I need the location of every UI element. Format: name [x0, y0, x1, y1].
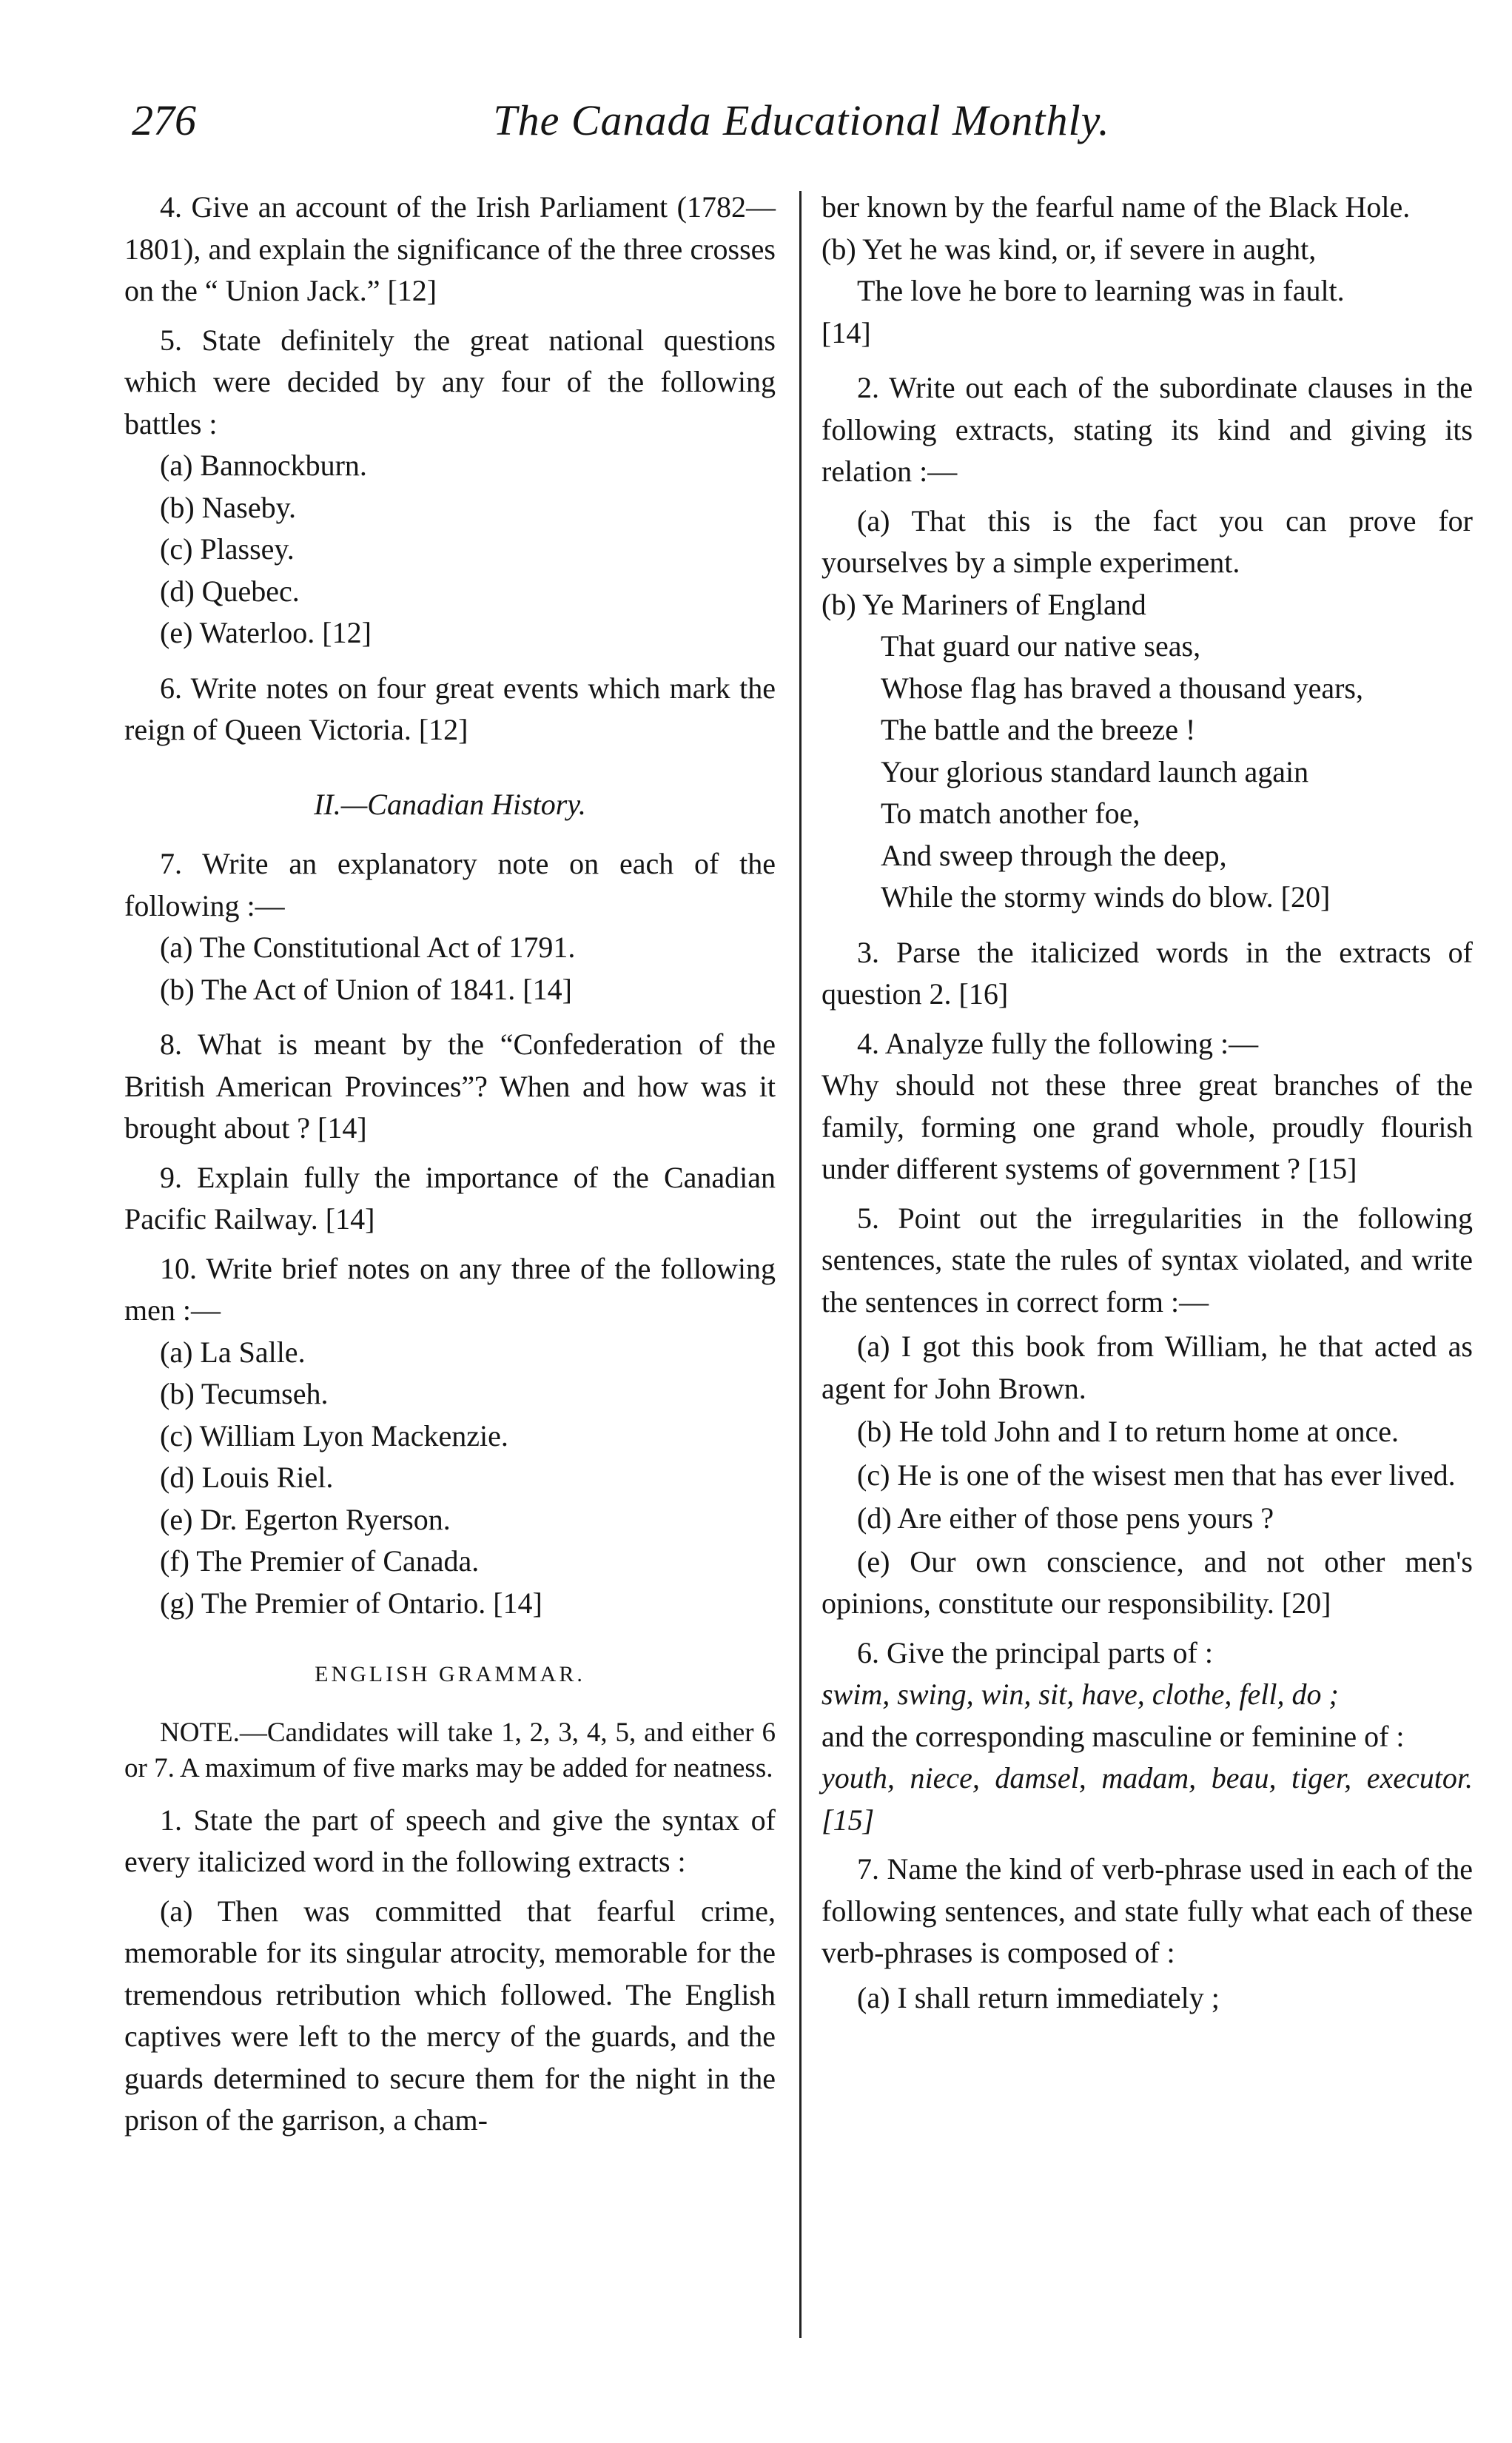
grammar-question-7a: (a) I shall return immediately ;: [857, 1980, 1220, 2014]
question-6: 6. Write notes on four great events which mark the reign of Queen Victoria. [12]: [124, 671, 776, 746]
list-item: (b) The Act of Union of 1841. [14]: [160, 972, 572, 1006]
question-10: 10. Write brief notes on any three of the following men :—: [124, 1251, 776, 1327]
noun-list: youth, niece, damsel, madam, beau, tiger, executor. [15]: [821, 1761, 1473, 1837]
question-5-options: [124, 445, 776, 654]
list-item: (d) Are either of those pens yours ?: [857, 1501, 1274, 1535]
question-9: 9. Explain fully the importance of the Canadian Pacific Railway. [14]: [124, 1160, 776, 1236]
list-item: (c) He is one of the wisest men that has ever lived.: [857, 1458, 1456, 1492]
verse-line: And sweep through the deep,: [881, 838, 1227, 872]
list-item: (e) Waterloo. [12]: [160, 616, 372, 649]
grammar-question-3: 3. Parse the italicized words in the extracts of question 2. [16]: [821, 935, 1473, 1011]
grammar-question-4-text: Why should not these three great branches of the family, forming one grand whole, proudly flourish under different systems of government ? [15]: [821, 1068, 1473, 1185]
verse-line: (b) Yet he was kind, or, if severe in aught,: [821, 232, 1317, 266]
grammar-question-6: 6. Give the principal parts of :: [857, 1635, 1213, 1669]
question-8: 8. What is meant by the “Confederation of the British American Provinces”? When and how was it brought about ? [14]: [124, 1028, 776, 1145]
question-7: 7. Write an explanatory note on each of the following :—: [124, 847, 776, 922]
grammar-question-1a: (a) Then was committed that fearful crime, memorable for its singular atrocity, memorable for the tremendous retribution which followed. The English captives were left to the mercy of the guards, and the guards determined to secure them for the night in the prison of the garrison, a cham-: [124, 1894, 776, 2137]
question-10-options: [124, 1332, 776, 1625]
question-marks: [14]: [821, 315, 871, 349]
question-5: 5. State definitely the great national questions which were decided by any four of the following battles :: [124, 323, 776, 440]
column-divider: [799, 191, 802, 2338]
grammar-question-5: 5. Point out the irregularities in the following sentences, state the rules of syntax violated, and write the sentences in correct form :—: [821, 1201, 1473, 1318]
list-item: (d) Louis Riel.: [160, 1461, 334, 1494]
verse-line: To match another foe,: [881, 797, 1140, 830]
section-heading-english-grammar: ENGLISH GRAMMAR.: [315, 1662, 585, 1686]
list-item: (a) The Constitutional Act of 1791.: [160, 931, 576, 964]
grammar-question-2a: (a) That this is the fact you can prove for yourselves by a simple experiment.: [821, 503, 1473, 579]
running-header: [124, 87, 1479, 154]
grammar-question-7: 7. Name the kind of verb-phrase used in each of the following sentences, and state fully what each of these verb-phrases is composed of :: [821, 1852, 1473, 1969]
list-item: (a) I got this book from William, he that acted as agent for John Brown.: [821, 1330, 1473, 1405]
list-item: (f) The Premier of Canada.: [160, 1544, 480, 1578]
left-column: [124, 187, 776, 2149]
page-number: 276: [132, 96, 196, 144]
section-heading-canadian-history: II.—Canadian History.: [314, 787, 586, 821]
list-item: (c) William Lyon Mackenzie.: [160, 1418, 508, 1452]
verb-list: swim, swing, win, sit, have, clothe, fell, do ;: [821, 1678, 1339, 1711]
verse-line: Your glorious standard launch again: [881, 754, 1309, 788]
verse-line: (b) Ye Mariners of England: [821, 587, 1146, 621]
grammar-question-6-middle: and the corresponding masculine or feminine of :: [821, 1719, 1405, 1753]
list-item: (b) He told John and I to return home at once.: [857, 1415, 1400, 1448]
verse-line: That guard our native seas,: [881, 629, 1201, 663]
grammar-question-2: 2. Write out each of the subordinate clauses in the following extracts, stating its kind and giving its relation :—: [821, 371, 1473, 488]
list-item: (g) The Premier of Ontario. [14]: [160, 1586, 542, 1620]
list-item: (a) La Salle.: [160, 1335, 306, 1369]
grammar-question-4: 4. Analyze fully the following :—: [857, 1026, 1259, 1060]
list-item: (a) Bannockburn.: [160, 449, 367, 482]
list-item: (b) Naseby.: [160, 490, 297, 524]
list-item: (b) Tecumseh.: [160, 1377, 329, 1410]
verse-line: Whose flag has braved a thousand years,: [881, 671, 1363, 705]
list-item: (d) Quebec.: [160, 574, 300, 608]
grammar-note: NOTE.—Candidates will take 1, 2, 3, 4, 5, and either 6 or 7. A maximum of five marks may be added for neatness.: [124, 1717, 776, 1783]
verse-line: The battle and the breeze !: [881, 713, 1196, 746]
list-item: (e) Our own conscience, and not other men's opinions, constitute our responsibility. [20]: [821, 1544, 1473, 1620]
list-item: (e) Dr. Egerton Ryerson.: [160, 1502, 451, 1536]
grammar-question-1: 1. State the part of speech and give the syntax of every italicized word in the following extracts :: [124, 1803, 776, 1878]
question-4: 4. Give an account of the Irish Parliament (1782—1801), and explain the significance of the three crosses on the “ Union Jack.” [12]: [124, 190, 776, 307]
poem-extract: [821, 584, 1473, 919]
grammar-question-1a-continued: ber known by the fearful name of the Black Hole.: [821, 190, 1411, 224]
verse-line: While the stormy winds do blow. [20]: [881, 880, 1331, 914]
journal-title: The Canada Educational Monthly.: [493, 96, 1110, 144]
list-item: (c) Plassey.: [160, 532, 295, 566]
verse-line: The love he bore to learning was in fault.: [857, 274, 1345, 307]
right-column: [821, 187, 1473, 2026]
question-7-options: [124, 927, 776, 1011]
